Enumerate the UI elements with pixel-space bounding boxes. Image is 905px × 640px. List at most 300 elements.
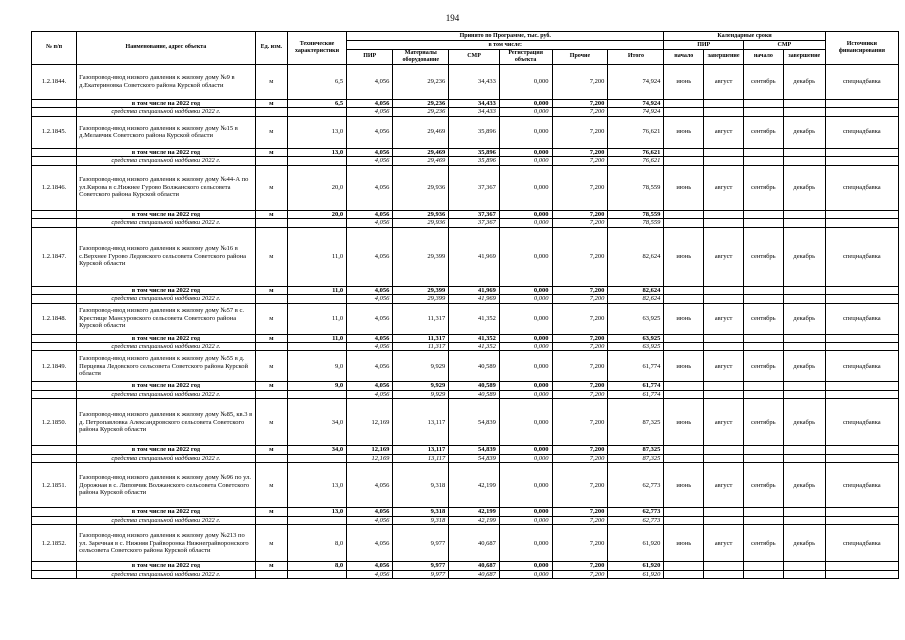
smr-end-cell: декабрь: [783, 303, 825, 334]
special-funds-row: [32, 390, 899, 398]
empty-cell: [32, 382, 77, 390]
materials-cell: 13,117: [393, 399, 449, 446]
total-cell: 87,325: [608, 399, 664, 446]
total-cell: 61,920: [608, 525, 664, 562]
special-funds-label: средства специальной надбавки 2022 г.: [77, 570, 256, 578]
empty-cell: [704, 148, 744, 156]
empty-cell: [32, 157, 77, 165]
special-other: 7,200: [552, 219, 608, 227]
total-cell: 78,559: [608, 165, 664, 210]
special-registration: 0,000: [499, 108, 552, 116]
empty-cell: [783, 570, 825, 578]
header-name: Наименование, адрес объекта: [77, 32, 256, 65]
tech-cell: 6,5: [287, 64, 346, 99]
pir-cell: 4,056: [347, 351, 393, 382]
unit-cell: м: [255, 399, 287, 446]
subtotal-row: [32, 446, 899, 454]
header-materials: Материалы оборудование: [393, 50, 449, 65]
empty-cell: [704, 334, 744, 342]
pir-start-cell: июнь: [664, 227, 704, 286]
smr-end-cell: декабрь: [783, 227, 825, 286]
empty-cell: [664, 446, 704, 454]
empty-cell: [783, 295, 825, 303]
subtotal-tech: 6,5: [287, 99, 346, 107]
subtotal-row: [32, 210, 899, 218]
special-smr: 34,433: [449, 108, 500, 116]
special-funds-row: [32, 157, 899, 165]
smr-cell: 37,367: [449, 165, 500, 210]
special-materials: 29,399: [393, 295, 449, 303]
tech-cell: 13,0: [287, 116, 346, 148]
subtotal-unit: м: [255, 286, 287, 294]
table-row: [32, 64, 899, 99]
empty-cell: [32, 508, 77, 516]
subtotal-pir: 4,056: [347, 210, 393, 218]
header-accepted: Принято по Программе, тыс. руб.: [347, 32, 664, 41]
registration-cell: 0,000: [499, 227, 552, 286]
subtotal-total: 78,559: [608, 210, 664, 218]
empty-cell: [664, 334, 704, 342]
empty-cell: [664, 382, 704, 390]
special-funds-row: [32, 219, 899, 227]
row-number: 1.2.1852.: [32, 525, 77, 562]
empty-cell: [704, 516, 744, 524]
empty-cell: [825, 446, 898, 454]
page-number: 194: [445, 13, 460, 23]
subtotal-row: [32, 382, 899, 390]
pir-end-cell: август: [704, 463, 744, 508]
pir-start-cell: июнь: [664, 303, 704, 334]
smr-start-cell: сентябрь: [743, 399, 783, 446]
special-pir: 4,056: [347, 295, 393, 303]
unit-cell: м: [255, 525, 287, 562]
empty-cell: [287, 295, 346, 303]
subtotal-other: 7,200: [552, 446, 608, 454]
empty-cell: [255, 454, 287, 462]
empty-cell: [743, 446, 783, 454]
empty-cell: [704, 108, 744, 116]
special-funds-label: средства специальной надбавки 2022 г.: [77, 516, 256, 524]
empty-cell: [32, 562, 77, 570]
smr-end-cell: декабрь: [783, 351, 825, 382]
row-number: 1.2.1847.: [32, 227, 77, 286]
empty-cell: [287, 157, 346, 165]
subtotal-pir: 4,056: [347, 562, 393, 570]
tech-cell: 13,0: [287, 463, 346, 508]
row-number: 1.2.1850.: [32, 399, 77, 446]
header-tech: Технические характеристики: [287, 32, 346, 65]
object-name: Газопровод-ввод низкого давления к жилому дому №85, кв.3 в д. Петропавловка Александровского сельсовета Советского района Курской области: [77, 399, 256, 446]
subtotal-unit: м: [255, 99, 287, 107]
subtotal-unit: м: [255, 446, 287, 454]
row-number: 1.2.1846.: [32, 165, 77, 210]
subtotal-registration: 0,000: [499, 508, 552, 516]
special-registration: 0,000: [499, 157, 552, 165]
empty-cell: [704, 562, 744, 570]
smr-end-cell: декабрь: [783, 399, 825, 446]
object-name: Газопровод-ввод низкого давления к жилому дому №57 в с. Крестище Мансуровского сельсовета Советского района Курской области: [77, 303, 256, 334]
empty-cell: [704, 570, 744, 578]
empty-cell: [743, 516, 783, 524]
smr-start-cell: сентябрь: [743, 227, 783, 286]
subtotal-pir: 4,056: [347, 382, 393, 390]
registration-cell: 0,000: [499, 64, 552, 99]
registration-cell: 0,000: [499, 525, 552, 562]
pir-start-cell: июнь: [664, 64, 704, 99]
special-other: 7,200: [552, 390, 608, 398]
special-pir: 4,056: [347, 390, 393, 398]
empty-cell: [825, 570, 898, 578]
special-funds-row: [32, 108, 899, 116]
empty-cell: [32, 454, 77, 462]
special-funds-label: средства специальной надбавки 2022 г.: [77, 454, 256, 462]
empty-cell: [825, 390, 898, 398]
empty-cell: [664, 343, 704, 351]
table-header: [32, 32, 899, 65]
smr-cell: 54,839: [449, 399, 500, 446]
special-materials: 9,929: [393, 390, 449, 398]
total-cell: 63,925: [608, 303, 664, 334]
empty-cell: [32, 219, 77, 227]
empty-cell: [743, 99, 783, 107]
object-name: Газопровод-ввод низкого давления к жилому дому №213 по ул. Заречная в с. Нижняя Грайворонка Нижнеграйворонского сельсовета Советского района Курской области: [77, 525, 256, 562]
pir-cell: 12,169: [347, 399, 393, 446]
subtotal-pir: 4,056: [347, 286, 393, 294]
special-smr: 40,687: [449, 570, 500, 578]
subtotal-other: 7,200: [552, 99, 608, 107]
subtotal-registration: 0,000: [499, 210, 552, 218]
empty-cell: [287, 390, 346, 398]
empty-cell: [825, 148, 898, 156]
empty-cell: [32, 334, 77, 342]
empty-cell: [743, 390, 783, 398]
subtotal-registration: 0,000: [499, 334, 552, 342]
header-registration: Регистрация объекта: [499, 50, 552, 65]
subtotal-registration: 0,000: [499, 148, 552, 156]
empty-cell: [287, 219, 346, 227]
subtotal-smr: 54,839: [449, 446, 500, 454]
special-total: 82,624: [608, 295, 664, 303]
subtotal-registration: 0,000: [499, 286, 552, 294]
subtotal-row: [32, 148, 899, 156]
pir-start-cell: июнь: [664, 463, 704, 508]
subtotal-other: 7,200: [552, 286, 608, 294]
special-total: 76,621: [608, 157, 664, 165]
empty-cell: [287, 454, 346, 462]
empty-cell: [783, 454, 825, 462]
smr-cell: 40,589: [449, 351, 500, 382]
special-total: 74,924: [608, 108, 664, 116]
subtotal-unit: м: [255, 334, 287, 342]
subtotal-smr: 40,589: [449, 382, 500, 390]
smr-start-cell: сентябрь: [743, 116, 783, 148]
materials-cell: 9,929: [393, 351, 449, 382]
subtotal-total: 61,920: [608, 562, 664, 570]
empty-cell: [783, 508, 825, 516]
subtotal-other: 7,200: [552, 382, 608, 390]
empty-cell: [664, 219, 704, 227]
special-smr: 54,839: [449, 454, 500, 462]
object-name: Газопровод-ввод низкого давления к жилому дому №44-А по ул.Кирова в с.Нижнее Гурово Волжанского сельсовета Советского района Курской области: [77, 165, 256, 210]
special-materials: 9,977: [393, 570, 449, 578]
pir-end-cell: август: [704, 227, 744, 286]
special-funds-label: средства специальной надбавки 2022 г.: [77, 219, 256, 227]
header-cal-smr: СМР: [743, 41, 825, 50]
smr-cell: 40,687: [449, 525, 500, 562]
empty-cell: [664, 157, 704, 165]
other-cell: 7,200: [552, 303, 608, 334]
subtotal-unit: м: [255, 382, 287, 390]
total-cell: 61,774: [608, 351, 664, 382]
subtotal-label: в том числе на 2022 год: [77, 562, 256, 570]
empty-cell: [664, 148, 704, 156]
special-other: 7,200: [552, 516, 608, 524]
source-cell: спецнадбавка: [825, 463, 898, 508]
unit-cell: м: [255, 227, 287, 286]
empty-cell: [32, 343, 77, 351]
subtotal-smr: 40,687: [449, 562, 500, 570]
smr-start-cell: сентябрь: [743, 351, 783, 382]
other-cell: 7,200: [552, 525, 608, 562]
subtotal-smr: 42,199: [449, 508, 500, 516]
table-row: [32, 399, 899, 446]
empty-cell: [704, 286, 744, 294]
special-total: 62,773: [608, 516, 664, 524]
unit-cell: м: [255, 165, 287, 210]
special-total: 87,325: [608, 454, 664, 462]
subtotal-tech: 8,0: [287, 562, 346, 570]
source-cell: спецнадбавка: [825, 64, 898, 99]
special-registration: 0,000: [499, 295, 552, 303]
subtotal-row: [32, 562, 899, 570]
smr-end-cell: декабрь: [783, 64, 825, 99]
row-number: 1.2.1851.: [32, 463, 77, 508]
empty-cell: [32, 516, 77, 524]
special-smr: 35,896: [449, 157, 500, 165]
special-registration: 0,000: [499, 390, 552, 398]
empty-cell: [783, 382, 825, 390]
special-other: 7,200: [552, 343, 608, 351]
empty-cell: [664, 210, 704, 218]
materials-cell: 9,977: [393, 525, 449, 562]
empty-cell: [32, 570, 77, 578]
special-materials: 11,317: [393, 343, 449, 351]
empty-cell: [255, 157, 287, 165]
subtotal-tech: 13,0: [287, 508, 346, 516]
empty-cell: [704, 210, 744, 218]
empty-cell: [704, 508, 744, 516]
registration-cell: 0,000: [499, 165, 552, 210]
empty-cell: [32, 99, 77, 107]
subtotal-total: 74,924: [608, 99, 664, 107]
object-name: Газопровод-ввод низкого давления к жилому дому №16 в с.Верхнее Гурово Ледовского сельсовета Советского района Курской области: [77, 227, 256, 286]
empty-cell: [704, 343, 744, 351]
empty-cell: [287, 516, 346, 524]
pir-end-cell: август: [704, 303, 744, 334]
subtotal-other: 7,200: [552, 148, 608, 156]
special-pir: 4,056: [347, 219, 393, 227]
empty-cell: [743, 219, 783, 227]
materials-cell: 9,318: [393, 463, 449, 508]
empty-cell: [743, 382, 783, 390]
pir-end-cell: август: [704, 399, 744, 446]
pir-end-cell: август: [704, 165, 744, 210]
empty-cell: [825, 295, 898, 303]
source-cell: спецнадбавка: [825, 303, 898, 334]
row-number: 1.2.1844.: [32, 64, 77, 99]
pir-cell: 4,056: [347, 463, 393, 508]
empty-cell: [255, 390, 287, 398]
special-total: 61,774: [608, 390, 664, 398]
special-other: 7,200: [552, 570, 608, 578]
special-materials: 29,936: [393, 219, 449, 227]
special-funds-row: [32, 454, 899, 462]
empty-cell: [664, 286, 704, 294]
registration-cell: 0,000: [499, 116, 552, 148]
pir-end-cell: август: [704, 116, 744, 148]
special-other: 7,200: [552, 157, 608, 165]
empty-cell: [743, 210, 783, 218]
subtotal-tech: 34,0: [287, 446, 346, 454]
smr-start-cell: сентябрь: [743, 303, 783, 334]
pir-start-cell: июнь: [664, 399, 704, 446]
registration-cell: 0,000: [499, 463, 552, 508]
special-total: 63,925: [608, 343, 664, 351]
program-table: [31, 31, 899, 579]
subtotal-materials: 29,469: [393, 148, 449, 156]
smr-start-cell: сентябрь: [743, 525, 783, 562]
empty-cell: [743, 157, 783, 165]
total-cell: 82,624: [608, 227, 664, 286]
special-registration: 0,000: [499, 219, 552, 227]
source-cell: спецнадбавка: [825, 351, 898, 382]
subtotal-unit: м: [255, 148, 287, 156]
empty-cell: [743, 508, 783, 516]
special-pir: 12,169: [347, 454, 393, 462]
tech-cell: 34,0: [287, 399, 346, 446]
total-cell: 62,773: [608, 463, 664, 508]
pir-start-cell: июнь: [664, 116, 704, 148]
empty-cell: [743, 148, 783, 156]
subtotal-unit: м: [255, 562, 287, 570]
subtotal-tech: 11,0: [287, 334, 346, 342]
pir-end-cell: август: [704, 64, 744, 99]
subtotal-materials: 9,318: [393, 508, 449, 516]
materials-cell: 11,317: [393, 303, 449, 334]
subtotal-registration: 0,000: [499, 99, 552, 107]
special-funds-label: средства специальной надбавки 2022 г.: [77, 390, 256, 398]
special-funds-row: [32, 343, 899, 351]
empty-cell: [783, 108, 825, 116]
empty-cell: [32, 286, 77, 294]
empty-cell: [704, 219, 744, 227]
empty-cell: [783, 390, 825, 398]
pir-end-cell: август: [704, 525, 744, 562]
empty-cell: [704, 446, 744, 454]
empty-cell: [783, 99, 825, 107]
empty-cell: [664, 390, 704, 398]
tech-cell: 11,0: [287, 227, 346, 286]
empty-cell: [743, 454, 783, 462]
empty-cell: [32, 390, 77, 398]
subtotal-label: в том числе на 2022 год: [77, 446, 256, 454]
special-smr: 41,352: [449, 343, 500, 351]
special-funds-label: средства специальной надбавки 2022 г.: [77, 157, 256, 165]
smr-cell: 34,433: [449, 64, 500, 99]
subtotal-materials: 9,929: [393, 382, 449, 390]
subtotal-total: 61,774: [608, 382, 664, 390]
empty-cell: [664, 108, 704, 116]
empty-cell: [287, 108, 346, 116]
empty-cell: [825, 334, 898, 342]
table-row: [32, 351, 899, 382]
special-funds-label: средства специальной надбавки 2022 г.: [77, 343, 256, 351]
empty-cell: [783, 286, 825, 294]
unit-cell: м: [255, 351, 287, 382]
unit-cell: м: [255, 463, 287, 508]
registration-cell: 0,000: [499, 303, 552, 334]
empty-cell: [743, 562, 783, 570]
pir-cell: 4,056: [347, 227, 393, 286]
subtotal-tech: 13,0: [287, 148, 346, 156]
object-name: Газопровод-ввод низкого давления к жилому дому №15 в д.Мелавчик Советского района Курской области: [77, 116, 256, 148]
special-materials: 29,469: [393, 157, 449, 165]
special-pir: 4,056: [347, 157, 393, 165]
subtotal-smr: 41,969: [449, 286, 500, 294]
other-cell: 7,200: [552, 227, 608, 286]
header-pir-start: начало: [664, 50, 704, 65]
empty-cell: [825, 210, 898, 218]
table-row: [32, 303, 899, 334]
empty-cell: [743, 108, 783, 116]
subtotal-other: 7,200: [552, 334, 608, 342]
empty-cell: [825, 99, 898, 107]
empty-cell: [825, 562, 898, 570]
subtotal-total: 87,325: [608, 446, 664, 454]
object-name: Газопровод-ввод низкого давления к жилому дому №55 в д. Перцевка Ледовского сельсовета Советского района Курской области: [77, 351, 256, 382]
empty-cell: [825, 286, 898, 294]
empty-cell: [783, 210, 825, 218]
special-pir: 4,056: [347, 108, 393, 116]
header-calendar: Календарные сроки: [664, 32, 825, 41]
subtotal-other: 7,200: [552, 562, 608, 570]
smr-cell: 41,969: [449, 227, 500, 286]
tech-cell: 8,0: [287, 525, 346, 562]
smr-cell: 42,199: [449, 463, 500, 508]
subtotal-label: в том числе на 2022 год: [77, 148, 256, 156]
source-cell: спецнадбавка: [825, 227, 898, 286]
empty-cell: [825, 454, 898, 462]
other-cell: 7,200: [552, 64, 608, 99]
table-row: [32, 116, 899, 148]
subtotal-smr: 37,367: [449, 210, 500, 218]
special-materials: 13,117: [393, 454, 449, 462]
subtotal-other: 7,200: [552, 210, 608, 218]
other-cell: 7,200: [552, 351, 608, 382]
header-no: № п/п: [32, 32, 77, 65]
pir-end-cell: август: [704, 351, 744, 382]
total-cell: 76,621: [608, 116, 664, 148]
subtotal-smr: 34,433: [449, 99, 500, 107]
smr-end-cell: декабрь: [783, 165, 825, 210]
other-cell: 7,200: [552, 463, 608, 508]
subtotal-row: [32, 99, 899, 107]
empty-cell: [255, 570, 287, 578]
subtotal-materials: 29,399: [393, 286, 449, 294]
special-funds-row: [32, 570, 899, 578]
subtotal-other: 7,200: [552, 508, 608, 516]
smr-start-cell: сентябрь: [743, 165, 783, 210]
